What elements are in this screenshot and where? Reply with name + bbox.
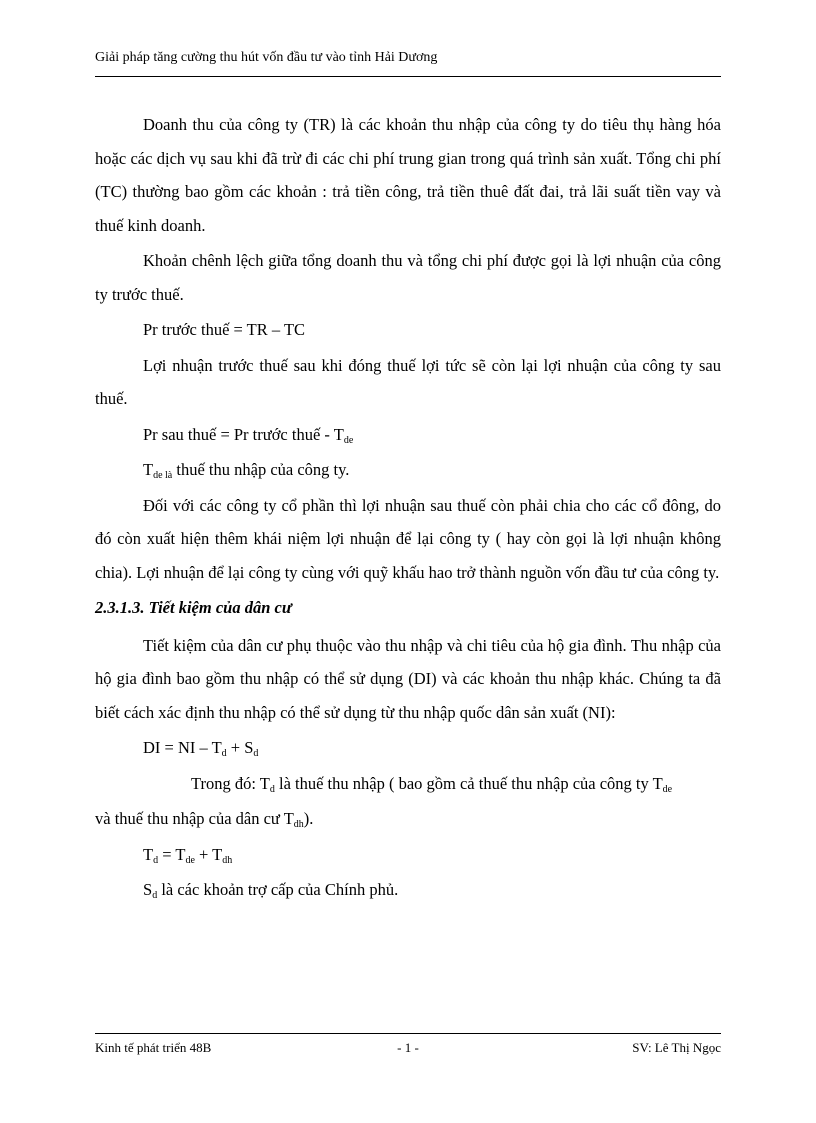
eq4-part-c: + T xyxy=(194,844,223,864)
p7-part-a: S xyxy=(143,880,153,899)
document-body xyxy=(95,108,721,909)
paragraph-where-cont xyxy=(95,802,721,836)
paragraph-retained-earnings: Đối với các công ty cổ phần thì lợi nhuận sau thuế còn phải chia cho các cổ đông, do đó còn xuất hiện thêm khái niệm lợi nhuận để lại công ty ( hay còn gọi là lợi nhuận không chia). Lợi nhuận để lại công ty cùng với quỹ khấu hao trở thành nguồn vốn đầu tư của công ty. xyxy=(95,495,721,582)
footer-student: SV: Lê Thị Ngọc xyxy=(632,1040,721,1055)
eq2-subscript: de xyxy=(343,434,354,446)
page-header xyxy=(95,50,721,74)
p7-sub: d xyxy=(152,890,158,901)
paragraph-profit-definition: Khoản chênh lệch giữa tổng doanh thu và tổng chi phí được gọi là lợi nhuận của công ty trước thuế. xyxy=(95,251,721,304)
header-divider xyxy=(95,76,721,77)
subsidy-definition xyxy=(95,873,721,907)
header-title: Giải pháp tăng cường thu hút vốn đầu tư vào tỉnh Hải Dương xyxy=(95,50,438,65)
eq3-sub2: d xyxy=(253,748,259,759)
equation-disposable-income xyxy=(95,731,721,765)
eq4-sub3: dh xyxy=(222,854,233,866)
p6-part-d: ). xyxy=(303,809,314,828)
paragraph-revenue: Doanh thu của công ty (TR) là các khoản thu nhập của công ty do tiêu thụ hàng hóa hoặc các dịch vụ sau khi đã trừ đi các chi phí trung gian trong quá trình sản xuất. Tổng chi phí (TC) thường bao gồm các khoản : trả tiền công, trả tiền thuê đất đai, trả lãi suất tiền vay và thuế kinh doanh. xyxy=(95,115,721,235)
paragraph-household-savings: Tiết kiệm của dân cư phụ thuộc vào thu nhập và chi tiêu của hộ gia đình. Thu nhập của hộ gia đình bao gồm thu nhập có thể sử dụng (DI) và các khoản thu nhập khác. Chúng ta đã biết cách xác định thu nhập có thể sử dụng từ thu nhập quốc dân sản xuất (NI): xyxy=(95,635,721,722)
p6-part-b: là thuế thu nhập ( bao gồm cả thuế thu nhập của công ty T xyxy=(274,773,663,793)
tde-definition xyxy=(95,453,721,487)
p6-part-c: và thuế thu nhập của dân cư T xyxy=(95,809,294,828)
eq3-part-b: + S xyxy=(226,738,254,757)
eq4-part-a: T xyxy=(143,844,154,864)
equation-profit-before-tax: Pr trước thuế = TR – TC xyxy=(143,320,306,339)
eq3-part-a: DI = NI – T xyxy=(143,738,222,757)
eq4-sub2: de xyxy=(185,854,195,866)
eq2-main: Pr sau thuế = Pr trước thuế - T xyxy=(143,424,344,444)
equation-income-tax xyxy=(95,838,721,872)
paragraph-profit-after-tax: Lợi nhuận trước thuế sau khi đóng thuế lợi tức sẽ còn lại lợi nhuận của công ty sau thuế. xyxy=(95,355,721,408)
tde-subscript: de là xyxy=(153,470,173,481)
p7-part-b: là các khoản trợ cấp của Chính phủ. xyxy=(157,880,399,899)
p6-part-a: Trong đó: T xyxy=(191,773,270,793)
tde-symbol: T xyxy=(143,460,154,479)
equation-profit-after-tax xyxy=(95,418,721,452)
eq4-sub1: d xyxy=(153,854,159,866)
p6-sub2: de xyxy=(662,783,673,795)
paragraph-where xyxy=(95,767,721,801)
tde-text: thuế thu nhập của công ty. xyxy=(172,460,350,479)
footer-course: Kinh tế phát triển 48B xyxy=(95,1040,212,1055)
p6-sub3: dh xyxy=(293,819,304,830)
section-heading: 2.3.1.3. Tiết kiệm của dân cư xyxy=(95,598,292,617)
eq3-sub1: d xyxy=(221,748,227,759)
eq4-part-b: = T xyxy=(158,844,186,864)
page-footer xyxy=(95,1040,721,1060)
p6-sub1: d xyxy=(269,783,275,795)
page-number: - 1 - xyxy=(397,1040,419,1055)
footer-divider xyxy=(95,1033,721,1034)
